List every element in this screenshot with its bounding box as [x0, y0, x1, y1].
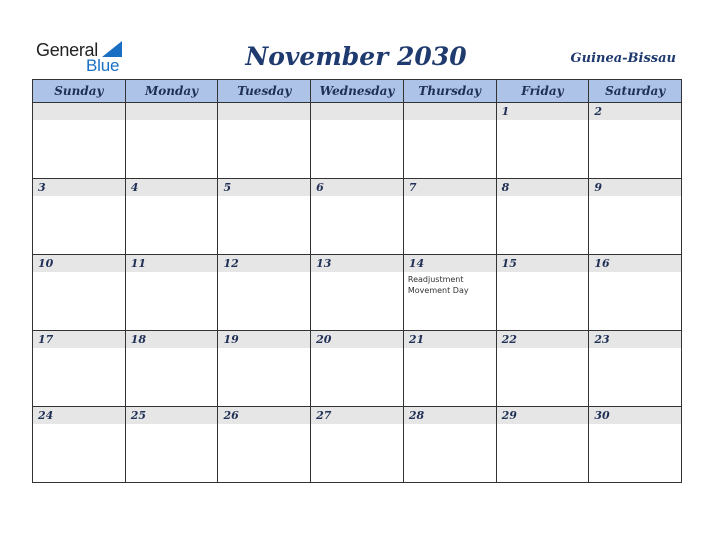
- day-cell[interactable]: [589, 331, 682, 407]
- day-header-band: [497, 179, 589, 196]
- day-cell[interactable]: [126, 103, 219, 179]
- weekday-header: Wednesday: [311, 80, 404, 103]
- day-cell[interactable]: [33, 407, 126, 483]
- day-number: 3: [38, 181, 46, 194]
- day-header-band: [218, 103, 310, 120]
- day-number: 22: [501, 333, 517, 346]
- holiday-event: Readjustment Movement Day: [407, 275, 469, 295]
- weekday-header: Friday: [497, 80, 590, 103]
- week-row: [33, 255, 682, 331]
- day-header-band: [589, 179, 681, 196]
- weekday-header: Tuesday: [218, 80, 311, 103]
- day-number: 2: [594, 105, 602, 118]
- day-cell[interactable]: [126, 331, 219, 407]
- day-header-band: [126, 103, 218, 120]
- day-number: 9: [594, 181, 602, 194]
- day-cell[interactable]: [218, 103, 311, 179]
- weekday-header-row: [33, 80, 682, 103]
- day-cell[interactable]: [311, 179, 404, 255]
- week-row: [33, 407, 682, 483]
- logo-text-general: General: [36, 40, 98, 60]
- day-header-band: [404, 103, 496, 120]
- day-number: 14: [408, 257, 425, 270]
- day-number: 7: [408, 181, 417, 194]
- day-cell[interactable]: [497, 407, 590, 483]
- day-cell[interactable]: [404, 255, 497, 331]
- day-cell[interactable]: [311, 255, 404, 331]
- day-number: 8: [501, 181, 510, 194]
- day-cell[interactable]: [126, 255, 219, 331]
- day-cell[interactable]: [218, 255, 311, 331]
- day-cell[interactable]: [404, 331, 497, 407]
- day-number: 21: [408, 333, 425, 346]
- day-cell[interactable]: [218, 407, 311, 483]
- day-header-band: [33, 179, 125, 196]
- day-cell[interactable]: [33, 255, 126, 331]
- day-header-band: [497, 103, 589, 120]
- day-number: 29: [501, 409, 517, 422]
- day-cell[interactable]: [126, 179, 219, 255]
- day-number: 20: [316, 333, 332, 346]
- day-cell[interactable]: [497, 179, 590, 255]
- day-header-band: [404, 179, 496, 196]
- day-number: 28: [408, 409, 425, 422]
- day-number: 27: [316, 409, 332, 422]
- logo: [36, 40, 128, 76]
- day-cell[interactable]: [311, 331, 404, 407]
- day-header-band: [126, 179, 218, 196]
- day-number: 5: [223, 181, 232, 194]
- day-header-band: [311, 179, 403, 196]
- day-number: 17: [38, 333, 54, 346]
- day-cell[interactable]: [218, 331, 311, 407]
- day-cell[interactable]: [218, 179, 311, 255]
- day-cell[interactable]: [33, 103, 126, 179]
- day-number: 6: [316, 181, 324, 194]
- day-number: 10: [38, 257, 54, 270]
- day-number: 26: [223, 409, 239, 422]
- day-cell[interactable]: [497, 331, 590, 407]
- day-cell[interactable]: [589, 255, 682, 331]
- day-header-band: [311, 103, 403, 120]
- day-cell[interactable]: [404, 407, 497, 483]
- day-number: 4: [130, 181, 139, 194]
- day-cell[interactable]: [589, 103, 682, 179]
- calendar-title: November 2030: [245, 42, 467, 71]
- day-number: 1: [501, 105, 510, 118]
- weeks-container: [33, 103, 682, 483]
- day-header-band: [33, 103, 125, 120]
- day-number: 30: [594, 409, 610, 422]
- day-number: 15: [501, 257, 517, 270]
- day-number: 25: [130, 409, 147, 422]
- day-cell[interactable]: [33, 179, 126, 255]
- day-number: 12: [223, 257, 239, 270]
- day-cell[interactable]: [589, 179, 682, 255]
- weekday-header: Thursday: [404, 80, 497, 103]
- day-cell[interactable]: [404, 179, 497, 255]
- day-cell[interactable]: [126, 407, 219, 483]
- calendar-grid: [32, 79, 682, 483]
- weekday-header: Saturday: [589, 80, 682, 103]
- day-number: 13: [316, 257, 332, 270]
- weekday-header: Monday: [126, 80, 219, 103]
- logo-flag-icon: [102, 41, 122, 57]
- day-cell[interactable]: [404, 103, 497, 179]
- day-cell[interactable]: [33, 331, 126, 407]
- day-header-band: [218, 179, 310, 196]
- day-number: 16: [594, 257, 610, 270]
- day-number: 19: [223, 333, 239, 346]
- week-row: [33, 103, 682, 179]
- day-header-band: [589, 103, 681, 120]
- weekday-header: Sunday: [33, 80, 126, 103]
- day-cell[interactable]: [311, 407, 404, 483]
- day-cell[interactable]: [497, 255, 590, 331]
- day-cell[interactable]: [311, 103, 404, 179]
- week-row: [33, 179, 682, 255]
- country-label: Guinea-Bissau: [570, 51, 676, 66]
- day-number: 18: [130, 333, 147, 346]
- day-number: 24: [38, 409, 54, 422]
- logo-text-blue: Blue: [86, 56, 120, 75]
- day-number: 11: [130, 257, 147, 270]
- week-row: [33, 331, 682, 407]
- day-cell[interactable]: [497, 103, 590, 179]
- day-cell[interactable]: [589, 407, 682, 483]
- day-number: 23: [594, 333, 610, 346]
